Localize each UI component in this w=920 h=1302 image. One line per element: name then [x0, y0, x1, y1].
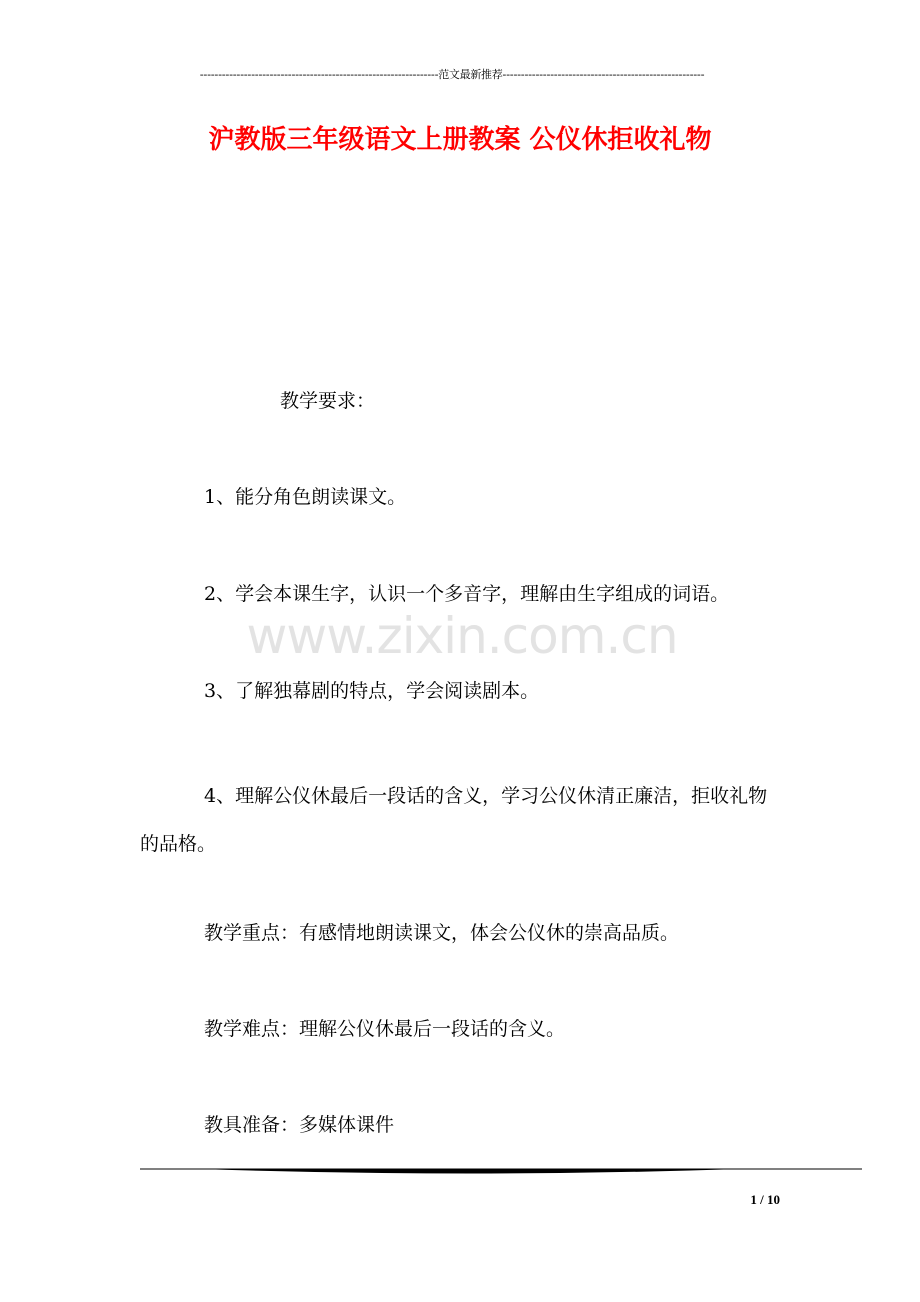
footer-divider [140, 1166, 862, 1180]
teaching-focus: 教学重点：有感情地朗读课文，体会公仪休的崇高品质。 [204, 922, 680, 944]
requirement-item-3: 3、了解独幕剧的特点，学会阅读剧本。 [204, 680, 540, 702]
teaching-aids: 教具准备：多媒体课件 [204, 1114, 395, 1136]
requirement-item-1: 1、能分角色朗读课文。 [204, 486, 407, 508]
teaching-difficulty: 教学难点：理解公仪休最后一段话的含义。 [204, 1018, 566, 1040]
requirements-heading: 教学要求： [280, 390, 376, 412]
requirement-item-4: 4、理解公仪休最后一段话的含义，学习公仪休清正廉洁，拒收礼物的品格。 [140, 785, 768, 855]
watermark: www.zixin.com.cn [246, 607, 678, 665]
requirement-item-2: 2、学会本课生字，认识一个多音字，理解由生字组成的词语。 [204, 583, 730, 605]
document-title: 沪教版三年级语文上册教案 公仪休拒收礼物 [208, 125, 712, 155]
page-number: 1 / 10 [750, 1192, 780, 1207]
header-banner: -----------------------------------------------------------------范文最新推荐------------------------------------------------------- [199, 68, 705, 81]
